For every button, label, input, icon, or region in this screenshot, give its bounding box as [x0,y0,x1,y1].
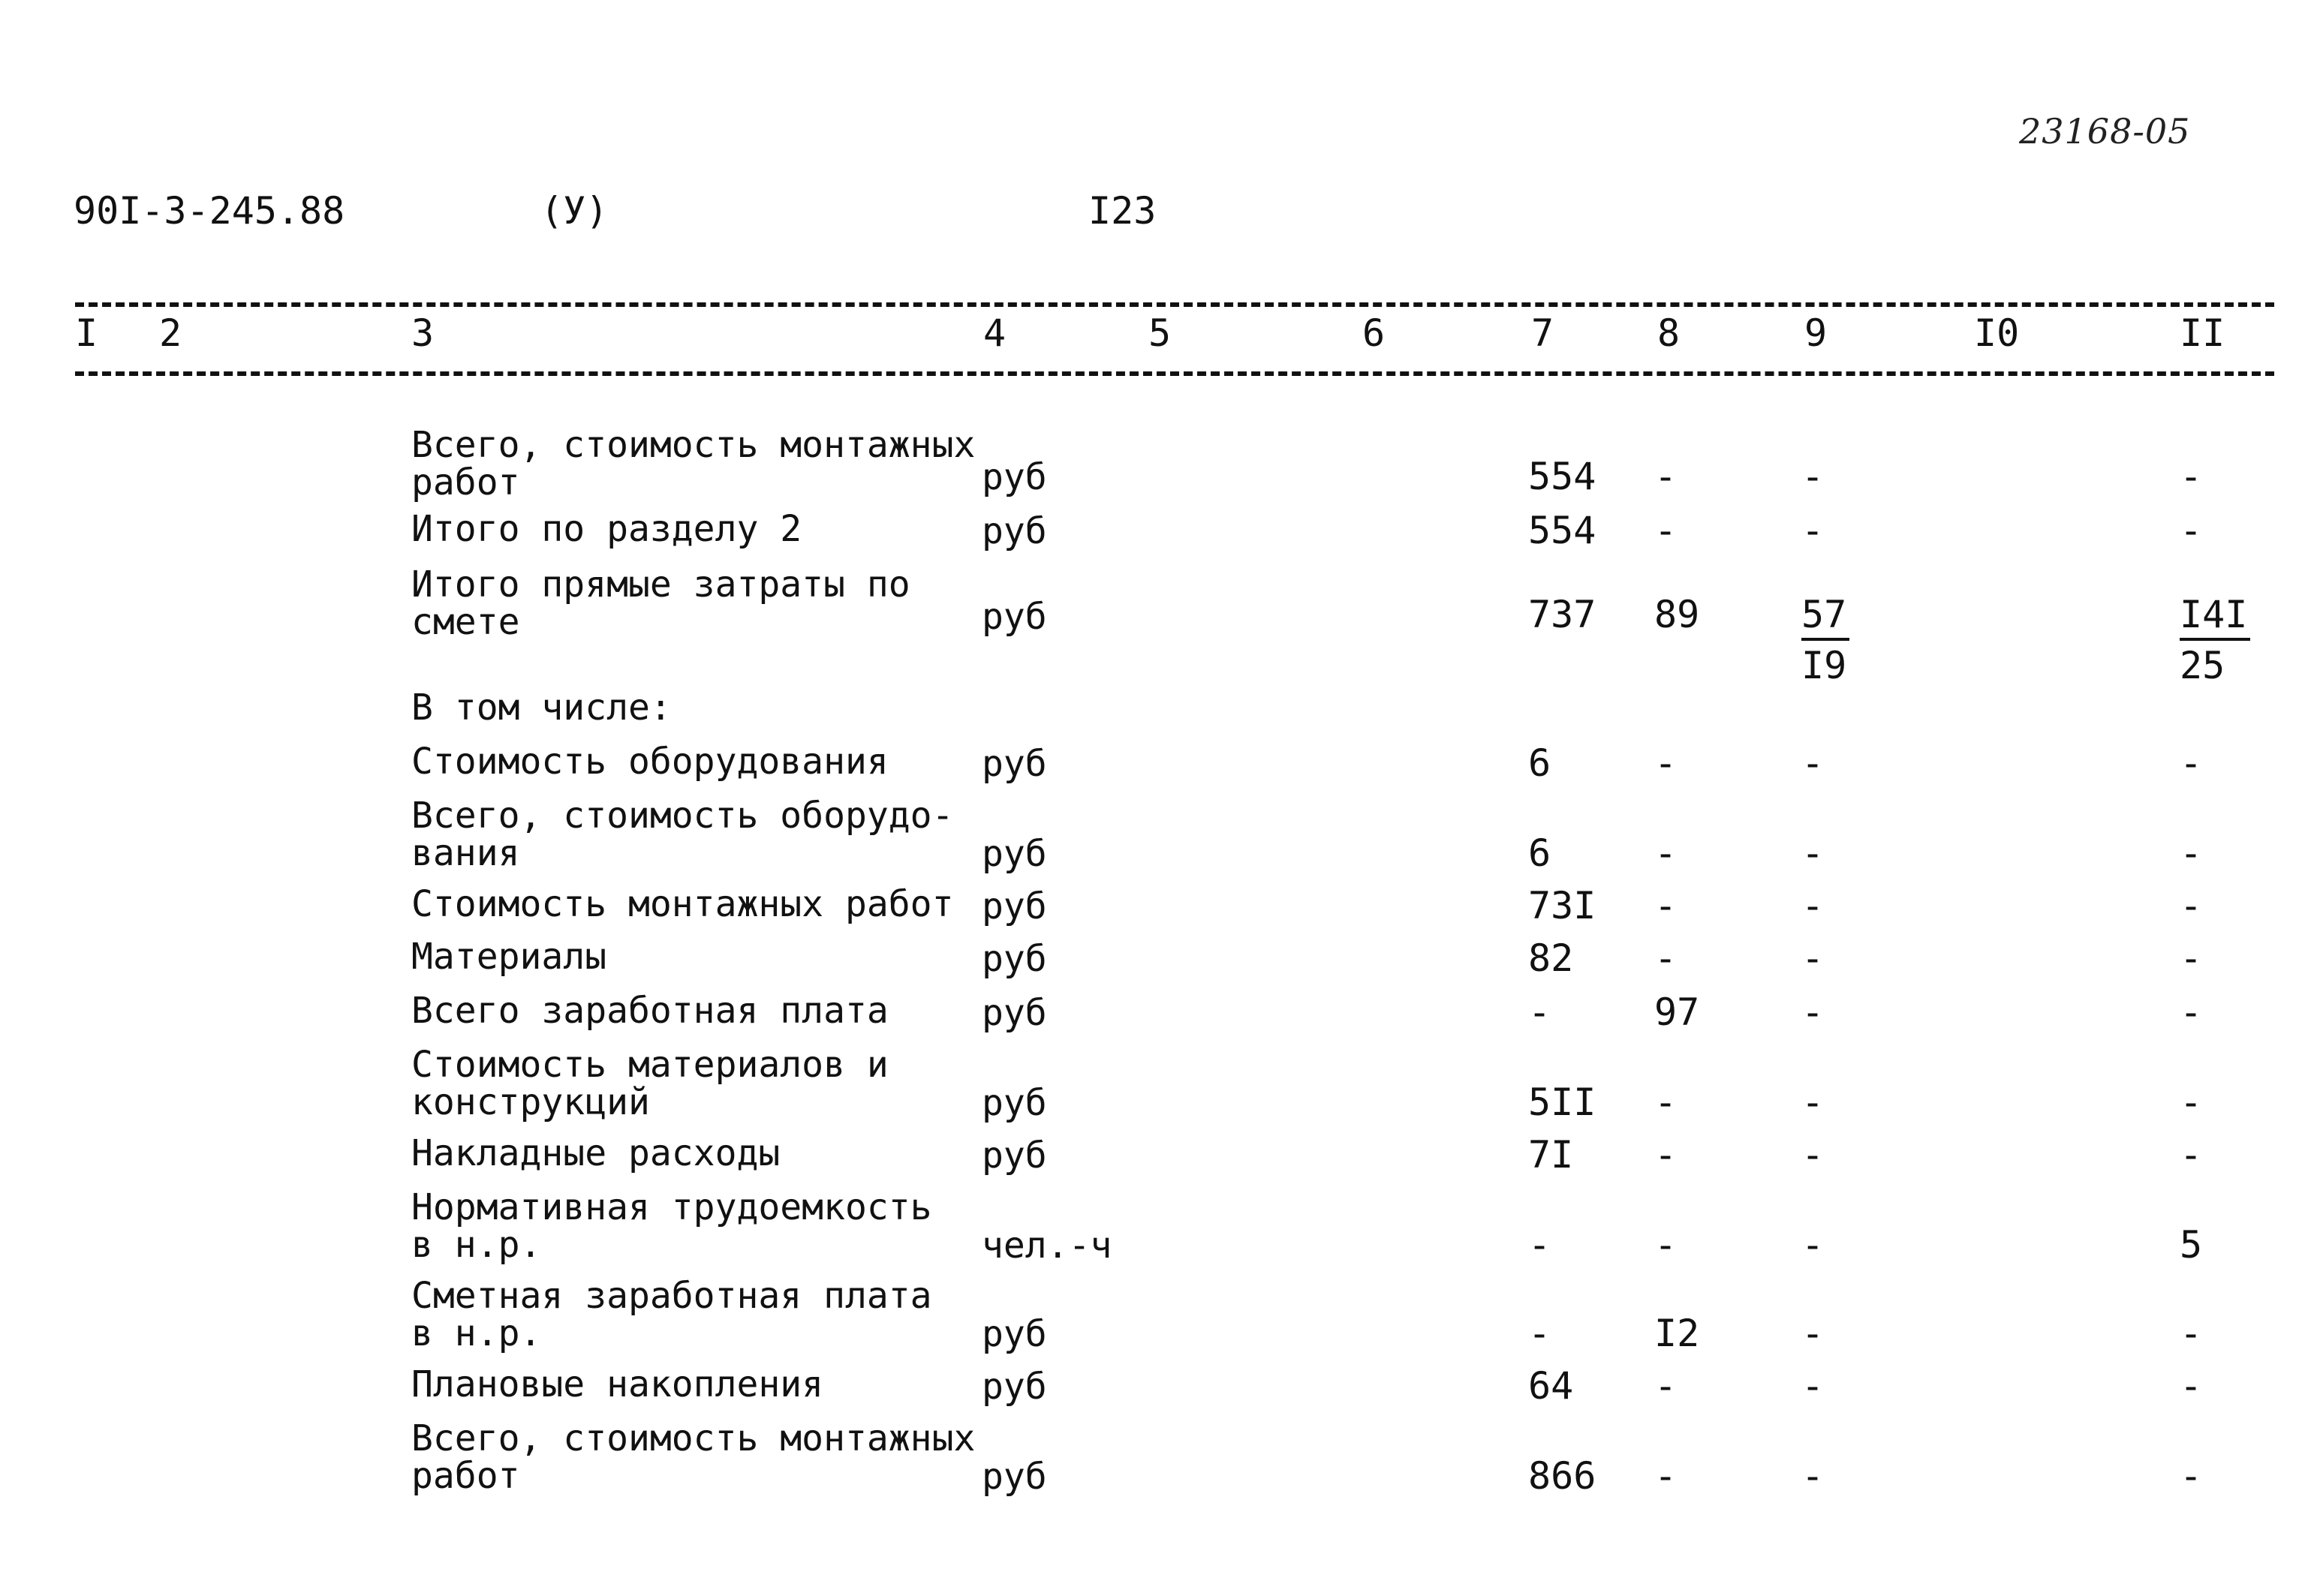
row-unit: руб [982,1135,1047,1177]
row-unit: руб [982,938,1047,980]
cell-col7: 7I [1528,1133,1574,1177]
section-label: В том числе: [411,687,672,729]
cell-col7: 64 [1528,1364,1574,1408]
row-description: Всего, стоимость монтажных работ [411,424,976,503]
row-unit: руб [982,510,1047,552]
cell-col7: 73I [1528,884,1596,927]
cell-col11: - [2180,1133,2203,1177]
cell-col9: - [1801,990,1825,1034]
cell-col8: - [1654,831,1678,875]
column-number: 2 [159,311,182,355]
row-description: Итого прямые затраты по смете [411,564,910,643]
cell-col7: 866 [1528,1454,1596,1498]
cell-col8: - [1654,884,1678,927]
cell-col11: - [2180,1364,2203,1408]
cell-col9: - [1801,509,1825,552]
cell-col7: 82 [1528,936,1574,980]
row-description: Всего, стоимость монтажных работ [411,1417,976,1497]
row-description: Итого по разделу 2 [411,508,802,550]
column-number: 9 [1804,311,1828,355]
cell-col8: - [1654,1454,1678,1498]
row-description: Стоимость материалов и конструкций [411,1044,889,1123]
cell-col8: - [1654,1081,1678,1124]
cell-col11: - [2180,741,2203,785]
row-unit: чел.-ч [982,1225,1112,1267]
archive-stamp: 23168-05 [2019,111,2191,152]
column-number: I0 [1974,311,2020,355]
row-unit: руб [982,1082,1047,1124]
cell-col9: - [1801,455,1825,498]
cell-col9: - [1801,741,1825,785]
fraction-denominator: I9 [1801,644,1847,687]
cell-col8: - [1654,1223,1678,1267]
cell-col9: - [1801,936,1825,980]
cell-col8: - [1654,509,1678,552]
fraction-numerator: 57 [1801,593,1849,641]
cell-col8: - [1654,741,1678,785]
cell-col7: 5II [1528,1081,1596,1124]
row-description: Нормативная трудоемкость в н.р. [411,1186,932,1266]
cell-col7: - [1528,1223,1551,1267]
column-number: 6 [1362,311,1386,355]
document-code: 90I-3-245.88 [74,189,345,233]
column-number: 3 [411,311,435,355]
cell-col7: - [1528,990,1551,1034]
row-unit: руб [982,1313,1047,1355]
row-unit: руб [982,833,1047,875]
row-unit: руб [982,885,1047,927]
cell-col11: - [2180,1081,2203,1124]
cell-col9: - [1801,1081,1825,1124]
cell-col8: - [1654,936,1678,980]
cell-col11: - [2180,831,2203,875]
row-description: Накладные расходы [411,1132,781,1174]
page-number: I23 [1088,189,1157,233]
column-number: 7 [1531,311,1554,355]
cell-col7: - [1528,1312,1551,1355]
column-number: 4 [983,311,1007,355]
cell-col9: - [1801,1133,1825,1177]
cell-col11: - [2180,509,2203,552]
row-description: Всего заработная плата [411,990,889,1032]
row-description: Плановые накопления [411,1363,824,1405]
cell-col9: - [1801,1364,1825,1408]
fraction-denominator: 25 [2180,644,2225,687]
cell-col7: 554 [1528,509,1596,552]
column-number: I [75,311,98,355]
cell-col9: - [1801,831,1825,875]
cell-col9: - [1801,884,1825,927]
cell-col8: - [1654,1364,1678,1408]
cell-col9-fraction [1801,593,1849,687]
cell-col11: - [2180,936,2203,980]
column-number: 8 [1657,311,1681,355]
column-number: 5 [1148,311,1172,355]
cell-col11: - [2180,990,2203,1034]
cell-col11: - [2180,455,2203,498]
cell-col9: - [1801,1223,1825,1267]
row-unit: руб [982,743,1047,785]
cell-col8: - [1654,455,1678,498]
cell-col11: - [2180,1454,2203,1498]
cell-col7: 737 [1528,593,1596,636]
row-unit: руб [982,1456,1047,1498]
fraction-numerator: I4I [2180,593,2250,641]
row-unit: руб [982,456,1047,498]
row-unit: руб [982,1366,1047,1408]
cell-col9: - [1801,1312,1825,1355]
cell-col8: 89 [1654,593,1700,636]
document-variant: (У) [540,189,609,233]
cell-col11: 5 [2180,1223,2203,1267]
row-unit: руб [982,596,1047,638]
column-number: II [2180,311,2225,355]
cell-col8: 97 [1654,990,1700,1034]
cell-col8: - [1654,1133,1678,1177]
header-divider-top [75,302,2274,307]
row-description: Материалы [411,936,607,978]
cell-col8: I2 [1654,1312,1700,1355]
cell-col7: 6 [1528,741,1551,785]
cell-col11-fraction [2180,593,2250,687]
row-description: Сметная заработная плата в н.р. [411,1275,932,1354]
cell-col7: 6 [1528,831,1551,875]
cell-col11: - [2180,1312,2203,1355]
row-description: Всего, стоимость оборудо- вания [411,795,954,874]
cell-col7: 554 [1528,455,1596,498]
row-description: Стоимость оборудования [411,741,889,783]
header-divider-bottom [75,371,2274,376]
cell-col9: - [1801,1454,1825,1498]
cell-col11: - [2180,884,2203,927]
row-description: Стоимость монтажных работ [411,883,954,925]
row-unit: руб [982,992,1047,1034]
